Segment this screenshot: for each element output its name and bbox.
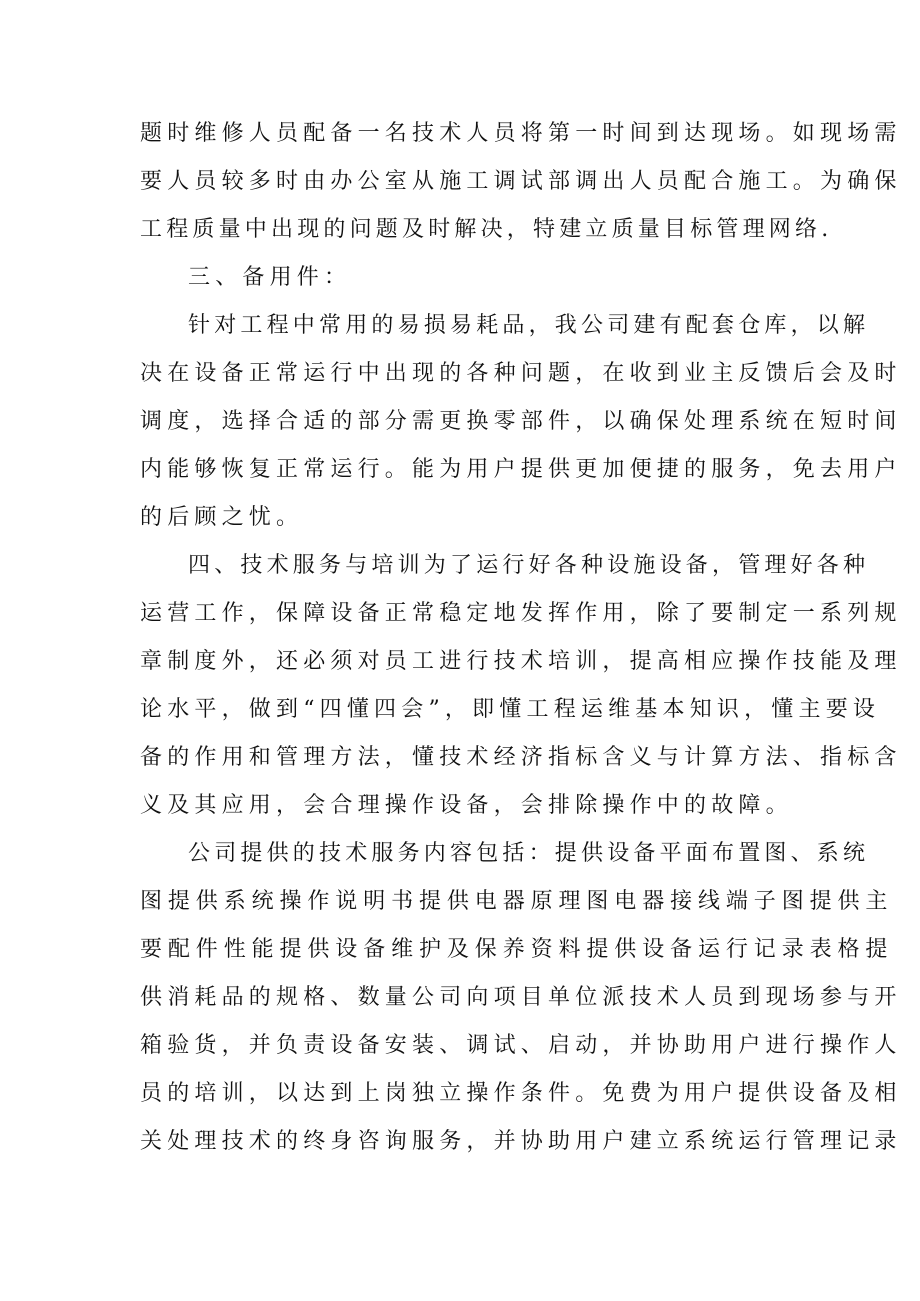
text-line: 内能够恢复正常运行。能为用户提供更加便捷的服务，免去用户 [140,457,902,482]
text-line: 公司提供的技术服务内容包括：提供设备平面布置图、系统 [188,841,870,866]
text-line: 调度，选择合适的部分需更换零部件，以确保处理系统在短时间 [140,409,902,434]
text-line: 关处理技术的终身咨询服务，并协助用户建立系统运行管理记录 [140,1129,902,1154]
text-line: 决在设备正常运行中出现的各种问题，在收到业主反馈后会及时 [140,361,902,386]
text-line: 运营工作，保障设备正常稳定地发挥作用，除了要制定一系列规 [140,601,902,626]
text-line: 供消耗品的规格、数量公司向项目单位派技术人员到现场参与开 [140,985,902,1010]
text-line: 要人员较多时由办公室从施工调试部调出人员配合施工。为确保 [140,169,902,194]
text-line: 箱验货，并负责设备安装、调试、启动，并协助用户进行操作人 [140,1033,902,1058]
text-line: 义及其应用，会合理操作设备，会排除操作中的故障。 [140,793,793,818]
text-line: 针对工程中常用的易损易耗品，我公司建有配套仓库，以解 [188,313,870,338]
text-line: 工程质量中出现的问题及时解决，特建立质量目标管理网络. [140,217,833,242]
section-heading-technical-service: 四、技术服务与培训为了运行好各种设施设备，管理好各种 [188,553,870,578]
document-body [140,110,902,1166]
text-line: 的后顾之忧。 [140,505,304,530]
text-line: 员的培训，以达到上岗独立操作条件。免费为用户提供设备及相 [140,1081,902,1106]
text-line: 图提供系统操作说明书提供电器原理图电器接线端子图提供主 [140,889,894,914]
text-line: 题时维修人员配备一名技术人员将第一时间到达现场。如现场需 [140,121,902,146]
text-line: 要配件性能提供设备维护及保养资料提供设备运行记录表格提 [140,937,894,962]
text-line: 章制度外，还必须对员工进行技术培训，提高相应操作技能及理 [140,649,902,674]
text-line: 论水平，做到“四懂四会”，即懂工程运维基本知识，懂主要设 [140,697,881,722]
section-heading-spare-parts: 三、备用件： [188,265,352,290]
text-line: 备的作用和管理方法，懂技术经济指标含义与计算方法、指标含 [140,745,902,770]
